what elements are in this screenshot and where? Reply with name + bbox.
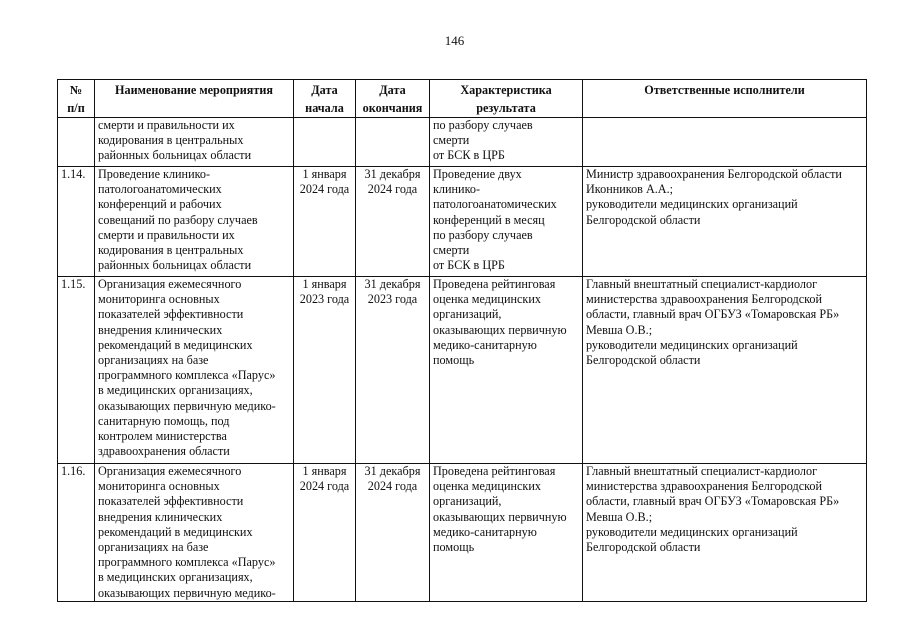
result-description-line: клинико- xyxy=(433,182,481,197)
table-row xyxy=(58,464,867,602)
event-name-line: рекомендаций в медицинских xyxy=(98,524,253,539)
result-description-line: оказывающих первичную xyxy=(433,322,567,337)
row-number: 1.16. xyxy=(58,464,95,602)
event-name-line: программного комплекса «Парус» xyxy=(98,368,276,383)
start-date xyxy=(294,464,356,602)
row-number: 1.14. xyxy=(58,167,95,277)
result-description-line: смерти xyxy=(433,243,470,258)
event-name-line: программного комплекса «Парус» xyxy=(98,555,276,570)
event-name-line: в медицинских организациях, xyxy=(98,383,253,398)
result-description-line: организаций, xyxy=(433,494,502,509)
responsible-persons-line: Главный внештатный специалист-кардиолог xyxy=(586,277,818,291)
result-description-line: помощь xyxy=(433,540,475,555)
end-date xyxy=(356,464,430,602)
responsible-persons-line: Белгородской области xyxy=(586,540,701,555)
responsible-persons-line: руководители медицинских организаций xyxy=(586,337,798,352)
header-name xyxy=(95,80,294,118)
result-description-line: смерти xyxy=(433,133,470,148)
responsible-persons xyxy=(583,464,867,602)
responsible-persons-line: Иконников А.А.; xyxy=(586,182,674,197)
event-name-line: внедрения клинических xyxy=(98,322,223,337)
responsible-persons-line: Мевша О.В.; xyxy=(586,322,653,337)
start-date xyxy=(294,277,356,464)
result-description-line: конференций в месяц xyxy=(433,212,545,227)
result-description-line: по разбору случаев xyxy=(433,227,533,242)
header-num-line: п/п xyxy=(67,101,85,115)
end-date xyxy=(356,118,430,167)
event-name-line: показателей эффективности xyxy=(98,307,244,322)
result-description-line: Проведена рейтинговая xyxy=(433,277,556,291)
event-name-line: санитарную помощь, под xyxy=(98,413,230,428)
end-date-line: 31 декабря xyxy=(364,167,421,181)
start-date-line: 1 января xyxy=(302,167,347,181)
row-number xyxy=(58,118,95,167)
event-name-line: контролем министерства xyxy=(98,429,227,444)
end-date-line: 2024 года xyxy=(367,182,418,197)
header-name-line: Наименование мероприятия xyxy=(115,83,273,97)
result-description xyxy=(430,464,583,602)
event-name-line: совещаний по разбору случаев xyxy=(98,212,258,227)
event-name-line: показателей эффективности xyxy=(98,494,244,509)
table-row xyxy=(58,167,867,277)
result-description-line: оценка медицинских xyxy=(433,292,541,307)
event-name-line: оказывающих первичную медико- xyxy=(98,585,276,600)
end-date xyxy=(356,277,430,464)
result-description-line: оказывающих первичную xyxy=(433,509,567,524)
header-row xyxy=(58,80,867,118)
event-name-line: рекомендаций в медицинских xyxy=(98,337,253,352)
event-name xyxy=(95,464,294,602)
header-result-line: результата xyxy=(476,101,536,115)
event-name xyxy=(95,118,294,167)
header-responsible xyxy=(583,80,867,118)
start-date-line: 2024 года xyxy=(299,182,350,197)
header-start-line: Дата xyxy=(311,83,338,97)
end-date xyxy=(356,167,430,277)
table-row xyxy=(58,118,867,167)
responsible-persons xyxy=(583,118,867,167)
event-name-line: конференций и рабочих xyxy=(98,197,222,212)
event-name-line: оказывающих первичную медико- xyxy=(98,398,276,413)
responsible-persons-line: Главный внештатный специалист-кардиолог xyxy=(586,464,818,478)
responsible-persons-line: руководители медицинских организаций xyxy=(586,197,798,212)
event-name-line: кодирования в центральных xyxy=(98,243,244,258)
result-description xyxy=(430,167,583,277)
event-name-line: в медицинских организациях, xyxy=(98,570,253,585)
event-name-line: Проведение клинико- xyxy=(98,167,211,181)
row-number: 1.15. xyxy=(58,277,95,464)
header-responsible-line: Ответственные исполнители xyxy=(644,83,805,97)
header-start-line: начала xyxy=(305,101,344,115)
event-name-line: мониторинга основных xyxy=(98,479,220,494)
event-name-line: организациях на базе xyxy=(98,353,209,368)
header-num-line: № xyxy=(69,83,83,97)
responsible-persons xyxy=(583,277,867,464)
start-date xyxy=(294,167,356,277)
result-description-line: от БСК в ЦРБ xyxy=(433,258,505,273)
header-end-line: окончания xyxy=(362,101,423,115)
header-num xyxy=(58,80,95,118)
end-date-line: 31 декабря xyxy=(364,277,421,291)
event-name-line: внедрения клинических xyxy=(98,509,223,524)
result-description-line: по разбору случаев xyxy=(433,118,533,132)
events-table xyxy=(57,79,867,602)
result-description-line: помощь xyxy=(433,353,475,368)
responsible-persons-line: Мевша О.В.; xyxy=(586,509,653,524)
result-description-line: оценка медицинских xyxy=(433,479,541,494)
event-name-line: Организация ежемесячного xyxy=(98,464,242,478)
result-description-line: медико-санитарную xyxy=(433,524,537,539)
responsible-persons-line: Белгородской области xyxy=(586,353,701,368)
end-date-line: 31 декабря xyxy=(364,464,421,478)
event-name-line: патологоанатомических xyxy=(98,182,222,197)
header-start xyxy=(294,80,356,118)
result-description-line: медико-санитарную xyxy=(433,337,537,352)
responsible-persons-line: Белгородской области xyxy=(586,212,701,227)
page-number: 146 xyxy=(444,33,465,48)
result-description xyxy=(430,277,583,464)
header-result xyxy=(430,80,583,118)
result-description-line: Проведена рейтинговая xyxy=(433,464,556,478)
table-row xyxy=(58,277,867,464)
result-description-line: от БСК в ЦРБ xyxy=(433,148,505,163)
start-date-line: 2023 года xyxy=(299,292,350,307)
header-end xyxy=(356,80,430,118)
result-description-line: патологоанатомических xyxy=(433,197,557,212)
responsible-persons-line: министерства здравоохранения Белгородской xyxy=(586,292,823,307)
responsible-persons-line: области, главный врач ОГБУЗ «Томаровская РБ» xyxy=(586,307,840,322)
event-name-line: смерти и правильности их xyxy=(98,118,235,132)
header-end-line: Дата xyxy=(379,83,406,97)
start-date-line: 1 января xyxy=(302,277,347,291)
event-name-line: районных больницах области xyxy=(98,148,252,163)
responsible-persons-line: области, главный врач ОГБУЗ «Томаровская РБ» xyxy=(586,494,840,509)
start-date-line: 2024 года xyxy=(299,479,350,494)
responsible-persons-line: министерства здравоохранения Белгородской xyxy=(586,479,823,494)
start-date-line: 1 января xyxy=(302,464,347,478)
event-name-line: здравоохранения области xyxy=(98,444,230,459)
result-description-line: организаций, xyxy=(433,307,502,322)
event-name-line: организациях на базе xyxy=(98,540,209,555)
responsible-persons-line: Министр здравоохранения Белгородской области xyxy=(586,167,842,181)
end-date-line: 2024 года xyxy=(367,479,418,494)
header-result-line: Характеристика xyxy=(460,83,552,97)
responsible-persons xyxy=(583,167,867,277)
end-date-line: 2023 года xyxy=(367,292,418,307)
result-description-line: Проведение двух xyxy=(433,167,522,181)
start-date xyxy=(294,118,356,167)
event-name-line: районных больницах области xyxy=(98,258,252,273)
event-name-line: Организация ежемесячного xyxy=(98,277,242,291)
event-name-line: мониторинга основных xyxy=(98,292,220,307)
event-name xyxy=(95,277,294,464)
event-name xyxy=(95,167,294,277)
event-name-line: кодирования в центральных xyxy=(98,133,244,148)
event-name-line: смерти и правильности их xyxy=(98,227,235,242)
result-description xyxy=(430,118,583,167)
responsible-persons-line: руководители медицинских организаций xyxy=(586,524,798,539)
